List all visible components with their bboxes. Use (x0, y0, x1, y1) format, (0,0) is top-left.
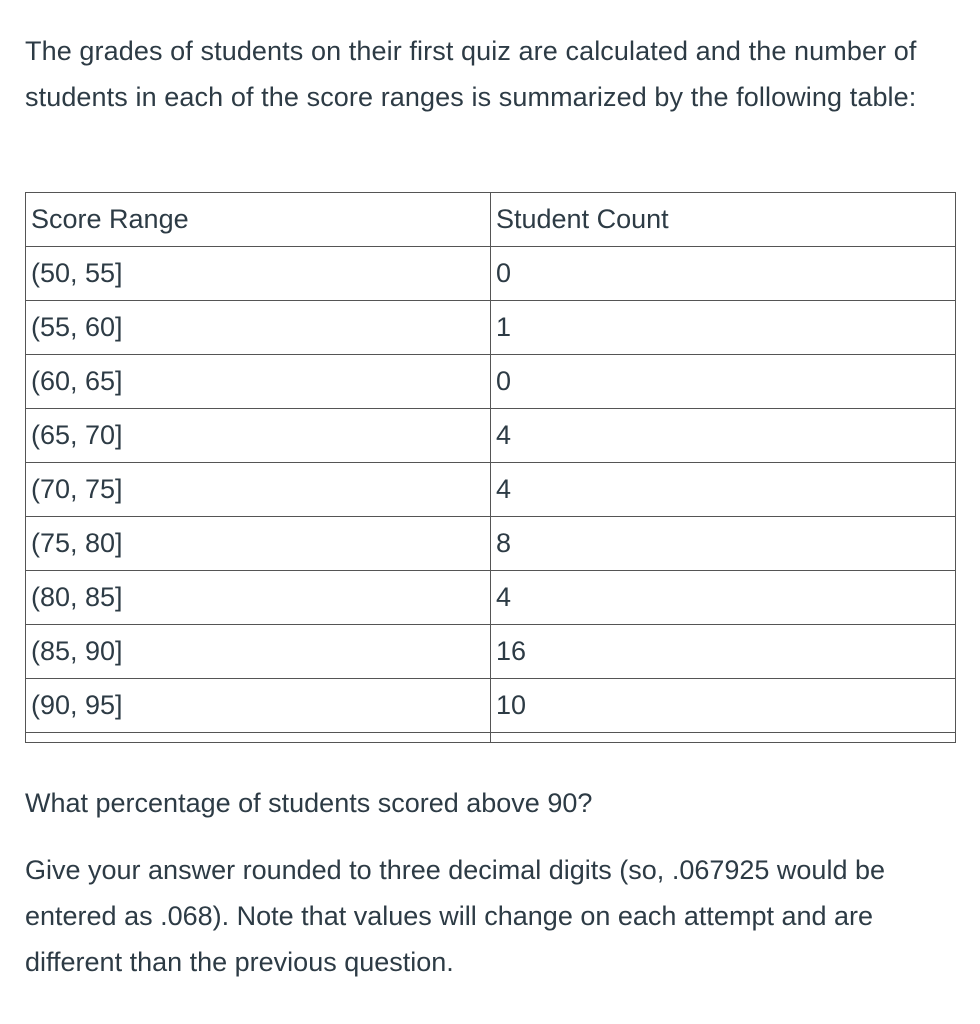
student-count-cell: 1 (491, 301, 956, 355)
question-text: What percentage of students scored above 90? (25, 788, 593, 818)
table-row (26, 517, 956, 571)
table-row (26, 247, 956, 301)
table-row (26, 409, 956, 463)
intro-paragraph: The grades of students on their first quiz are calculated and the number of students in each of the score ranges is summarized by the following table: (25, 36, 917, 112)
table-row (26, 301, 956, 355)
student-count-cell: 0 (491, 355, 956, 409)
score-range-cell: (55, 60] (26, 301, 491, 355)
score-range-cell: (75, 80] (26, 517, 491, 571)
empty-table-row (26, 733, 956, 743)
score-range-cell: (80, 85] (26, 571, 491, 625)
student-count-cell: 10 (491, 679, 956, 733)
score-range-cell: (50, 55] (26, 247, 491, 301)
score-table-container (25, 192, 955, 743)
table-row (26, 355, 956, 409)
score-range-cell: (70, 75] (26, 463, 491, 517)
table-header-row (26, 193, 956, 247)
score-table (25, 192, 956, 743)
score-range-cell: (90, 95] (26, 679, 491, 733)
empty-cell (26, 733, 491, 743)
student-count-cell: 4 (491, 571, 956, 625)
header-score-range: Score Range (26, 193, 491, 247)
answer-instructions: Give your answer rounded to three decimal digits (so, .067925 would be entered as .068). Note that values will change on each attempt and are different than the previous question. (25, 855, 885, 977)
student-count-cell: 16 (491, 625, 956, 679)
score-range-cell: (85, 90] (26, 625, 491, 679)
student-count-cell: 4 (491, 463, 956, 517)
table-row (26, 679, 956, 733)
table-row (26, 625, 956, 679)
empty-cell (491, 733, 956, 743)
score-range-cell: (60, 65] (26, 355, 491, 409)
table-row (26, 571, 956, 625)
student-count-cell: 0 (491, 247, 956, 301)
score-range-cell: (65, 70] (26, 409, 491, 463)
student-count-cell: 8 (491, 517, 956, 571)
header-student-count: Student Count (491, 193, 956, 247)
student-count-cell: 4 (491, 409, 956, 463)
table-row (26, 463, 956, 517)
